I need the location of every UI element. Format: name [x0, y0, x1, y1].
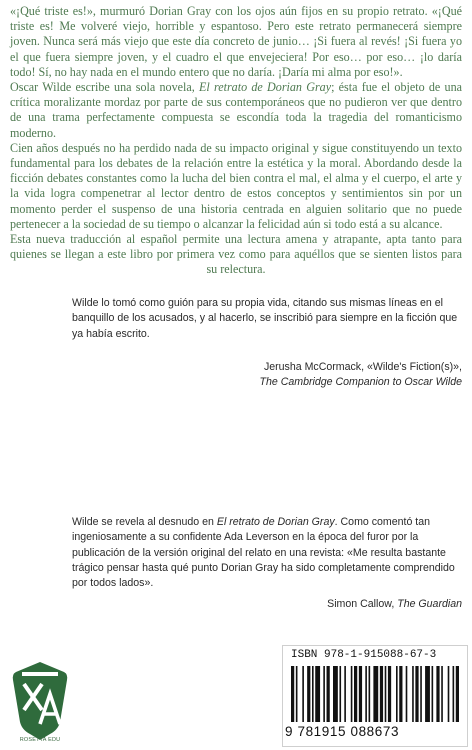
barcode-bar	[380, 666, 383, 722]
impact-paragraph: Cien años después no ha perdido nada de su impacto original y sigue constituyendo un texto fundamental para los debates de la relación entre la estética y la moral. Abordando desde la ficción debates constantes como la lucha del bien contra el mal, el alma y el cuerpo, el arte y la vida logra compenetrar al lector dentro de estos conceptos y sentimientos sin por un momento perder el suspenso de una historia centrada en alguien solitario que no puede pertenecer a la sociedad de su tiempo o alcanzar la felicidad aún si todo está a su alcance.	[10, 140, 462, 231]
quote-text: Wilde se revela al desnudo en El retrato de Dorian Gray. Como comentó tan ingeniosamente a su confidente Ada Leverson en la época del furor por la publicación de la versión original del relato en una revista: «Me resulta bastante trágico pensar hasta qué punto Dorian Gray ha sido completamente comprendido por todos lados».	[72, 516, 455, 590]
quote-attribution-callow	[72, 597, 462, 612]
wilde-novel-paragraph: Oscar Wilde escribe una sola novela, El retrato de Dorian Gray; ésta fue el objeto de una crítica moralizante mordaz por parte de sus contemporáneos que no pudieron ver que dentro de una trama perfectamente compuesta se escondía toda la tragedia del romanticismo moderno.	[10, 80, 462, 140]
isbn-label: ISBN 978-1-915088-67-3	[291, 649, 437, 661]
barcode-bar	[351, 666, 353, 722]
barcode-bar	[399, 666, 402, 722]
book-title: El retrato de Dorian Gray	[216, 516, 335, 528]
review-quote-callow	[72, 515, 462, 591]
quote-source: The Guardian	[397, 598, 462, 610]
barcode-bar	[333, 666, 338, 722]
barcode-bar	[354, 666, 357, 722]
barcode-bar	[385, 666, 387, 722]
barcode-bar	[359, 666, 362, 722]
barcode-bar	[302, 666, 304, 722]
publisher-name: ROSETTA EDU	[19, 737, 61, 743]
barcode-bar	[456, 666, 459, 722]
synopsis-text	[10, 4, 462, 278]
quote-source: The Cambridge Companion to Oscar Wilde	[259, 376, 462, 389]
barcode-bar	[296, 666, 298, 722]
barcode-bar	[420, 666, 422, 722]
barcode-bars	[291, 666, 459, 722]
barcode-bar	[323, 666, 325, 722]
barcode-bar	[415, 666, 418, 722]
barcode-bar	[312, 666, 314, 722]
barcode-bar	[373, 666, 378, 722]
barcode-bar	[453, 666, 455, 722]
barcode-bar	[315, 666, 320, 722]
barcode-bar	[388, 666, 391, 722]
barcode-bar	[365, 666, 367, 722]
opening-quote-paragraph: «¡Qué triste es!», murmuró Dorian Gray con los ojos aún fijos en su propio retrato. «¡Qué triste es! Me volveré viejo, horrible y espantoso. Pero este retrato permanecerá siempre joven. Nunca será más viejo que este día concreto de junio… ¡Si fuera al revés! ¡Si fuera yo el que fuera siempre joven, y el cuadro el que envejeciera! Por eso… por eso… ¡lo daría todo! Sí, no hay nada en el mundo entero que no daría. ¡Daría mi alma por eso!».	[10, 4, 462, 79]
quote-author: Simon Callow,	[327, 598, 398, 610]
publisher-logo-icon	[12, 660, 68, 742]
barcode-bar	[339, 666, 341, 722]
barcode-bar	[327, 666, 330, 722]
barcode-bar	[448, 666, 450, 722]
quote-author: Jerusha McCormack, «Wilde's Fiction(s)»,	[263, 361, 462, 373]
barcode-bar	[412, 666, 414, 722]
barcode-digits: 9 781915 088673	[285, 724, 400, 739]
barcode-bar	[432, 666, 434, 722]
barcode-bar	[307, 666, 310, 722]
barcode-bar	[441, 666, 443, 722]
barcode-bar	[406, 666, 408, 722]
quote-text: Wilde lo tomó como guión para su propia vida, citando sus mismas líneas en el banquillo de los acusados, y al hacerlo, se inscribió para siempre en la ficción que ya había escrito.	[72, 297, 458, 340]
barcode-bar	[291, 666, 294, 722]
barcode-bar	[369, 666, 371, 722]
barcode-bar	[344, 666, 346, 722]
quote-attribution-mccormack	[72, 360, 462, 391]
barcode-bar	[425, 666, 430, 722]
translation-paragraph: Esta nueva traducción al español permite una lectura amena y atrapante, apta tanto para quienes se llegan a este libro por primera vez como para aquéllos que se sienten listos para su relectura.	[10, 232, 462, 277]
review-quote-mccormack	[72, 296, 462, 342]
barcode-bar	[436, 666, 439, 722]
barcode-bar	[396, 666, 398, 722]
isbn-barcode	[282, 645, 468, 747]
book-title: El retrato de Dorian Gray	[198, 80, 332, 95]
